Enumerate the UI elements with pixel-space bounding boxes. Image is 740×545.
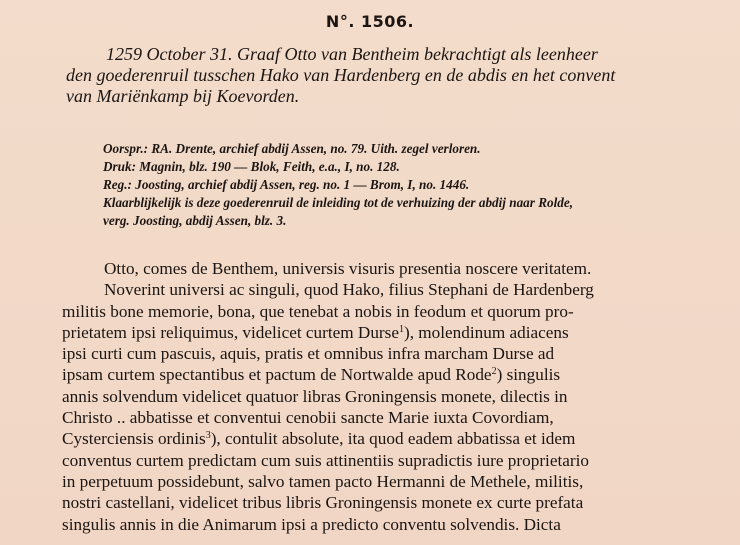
footnote-marker: 1 [398,323,404,335]
body-line-text: in perpetuum possidebunt, salvo tamen pacto Hermanni de Methele, militis, [62,471,584,491]
body-line-text: ) singulis [496,365,561,385]
charter-heading [66,44,706,107]
body-line-text: ipsi curti cum pascuis, aquis, pratis et omnibus infra marcham Durse ad [62,344,555,364]
body-line [62,450,702,471]
footnote-marker: 2 [491,366,497,378]
body-line-text: Otto, comes de Benthem, universis visuris presentia noscere veritatem. [104,259,592,278]
body-line-text: Cysterciensis ordinis [62,429,206,449]
body-line-text: ), contulit absolute, ita quod eadem abbatissa et idem [210,429,576,449]
body-line-text: ipsam curtem spectantibus et pactum de Nortwalde apud Rode [62,365,492,385]
body-line-text: Christo .. abbatisse et conventui cenobii sancte Marie iuxta Covordiam, [62,408,554,428]
source-line: Klaarblijkelijk is deze goederenruil de inleiding tot de verhuizing der abdij naar Rolde, [103,195,574,210]
source-line: Oorspr.: RA. Drente, archief abdij Assen, no. 79. Uith. zegel verloren. [103,141,481,156]
source-line: Reg.: Joosting, archief abdij Assen, reg. no. 1 — Brom, I, no. 1446. [103,177,470,192]
footnote-marker: 3 [205,430,211,442]
body-line-text: annis solvendum videlicet quatuor libras Groningensis monete, dilectis in [62,386,568,406]
body-line [62,364,702,385]
body-line-text: prietatem ipsi reliquimus, videlicet curtem Durse [62,322,399,342]
body-line-text: conventus curtem predictam cum suis attinentiis supradictis iure proprietario [62,450,589,470]
document-number: N°. 1506. [325,12,415,31]
body-line-text: ), molendinum adiacens [403,322,569,342]
charter-text [62,258,702,535]
body-line [62,343,702,364]
body-line [62,471,702,492]
body-line [62,492,702,513]
body-line [62,258,702,279]
body-line-text: nostri castellani, videlicet tribus libris Groningensis monete ex curte prefata [62,493,584,513]
heading-line: van Mariënkamp bij Koevorden. [66,86,300,106]
body-line [62,514,702,535]
body-line-text: singulis annis in die Animarum ipsi a predicto conventu solvendis. Dicta [62,514,561,534]
body-line-text: militis bone memorie, bona, que tenebat a nobis in feodum et quorum pro- [62,301,574,321]
body-line [62,301,702,322]
body-line-text: Noverint universi ac singuli, quod Hako, filius Stephani de Hardenberg [104,280,594,300]
body-line [62,322,702,343]
body-line [62,407,702,428]
source-line: Druk: Magnin, blz. 190 — Blok, Feith, e.a., I, no. 128. [103,159,400,174]
heading-line: 1259 October 31. Graaf Otto van Bentheim bekrachtigt als leenheer [106,44,598,64]
body-line [62,386,702,407]
source-line: verg. Joosting, abdij Assen, blz. 3. [103,213,287,228]
body-line [62,279,702,300]
source-notes [103,140,703,230]
body-line [62,428,702,449]
heading-line: den goederenruil tusschen Hako van Hardenberg en de abdis en het convent [66,65,616,85]
